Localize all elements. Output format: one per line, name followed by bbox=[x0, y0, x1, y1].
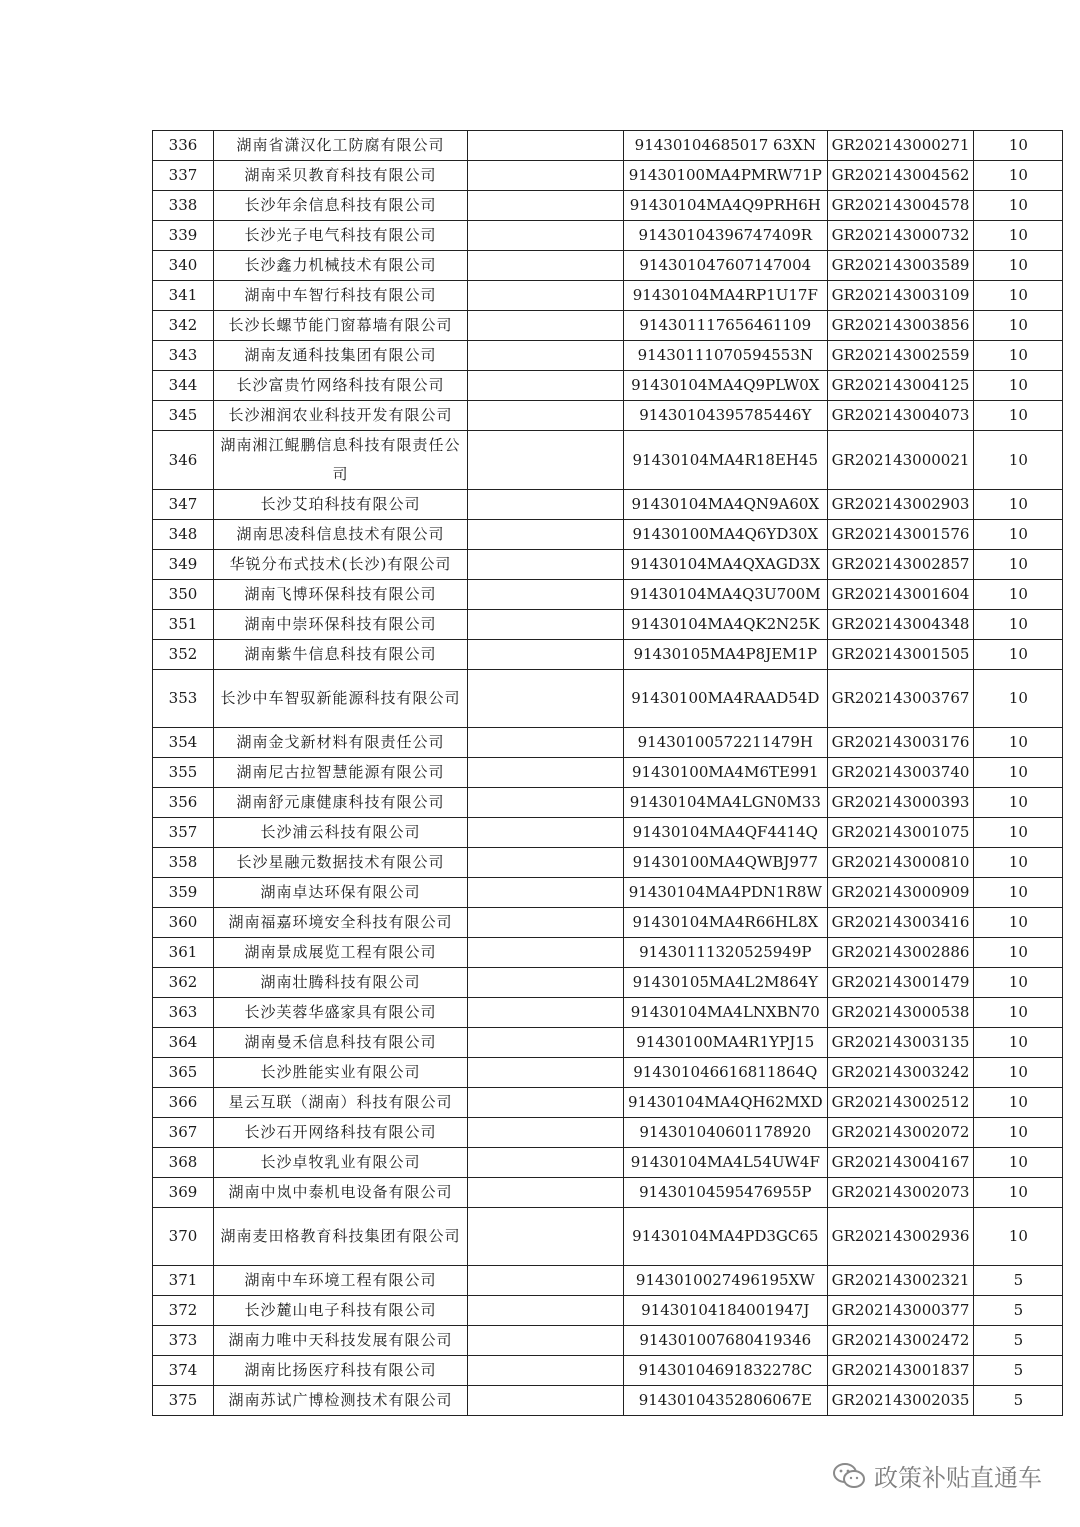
credit-code-cell: 91430104MA4L54UW4F bbox=[624, 1147, 828, 1177]
company-name-cell: 湖南比扬医疗科技有限公司 bbox=[214, 1355, 468, 1385]
company-name-cell: 长沙湘润农业科技开发有限公司 bbox=[214, 401, 468, 431]
row-number-cell: 349 bbox=[153, 550, 214, 580]
credit-code-cell: 91430104MA4Q9PLW0X bbox=[624, 371, 828, 401]
blank-cell bbox=[468, 1265, 624, 1295]
amount-cell: 10 bbox=[974, 787, 1063, 817]
blank-cell bbox=[468, 371, 624, 401]
amount-cell: 5 bbox=[974, 1325, 1063, 1355]
certificate-number-cell: GR202143000393 bbox=[827, 787, 974, 817]
table-row bbox=[153, 727, 1063, 757]
blank-cell bbox=[468, 1385, 624, 1415]
table-row bbox=[153, 580, 1063, 610]
company-name-cell: 长沙星融元数据技术有限公司 bbox=[214, 847, 468, 877]
row-number-cell: 350 bbox=[153, 580, 214, 610]
amount-cell: 10 bbox=[974, 311, 1063, 341]
certificate-number-cell: GR202143003135 bbox=[827, 1027, 974, 1057]
blank-cell bbox=[468, 550, 624, 580]
table-row bbox=[153, 431, 1063, 490]
table-row bbox=[153, 191, 1063, 221]
certificate-number-cell: GR202143002073 bbox=[827, 1177, 974, 1207]
certificate-number-cell: GR202143003176 bbox=[827, 727, 974, 757]
amount-cell: 10 bbox=[974, 757, 1063, 787]
table-row bbox=[153, 937, 1063, 967]
credit-code-cell: 91430104396747409R bbox=[624, 221, 828, 251]
certificate-number-cell: GR202143003589 bbox=[827, 251, 974, 281]
certificate-number-cell: GR202143002857 bbox=[827, 550, 974, 580]
certificate-number-cell: GR202143002886 bbox=[827, 937, 974, 967]
company-name-cell: 长沙长螺节能门窗幕墙有限公司 bbox=[214, 311, 468, 341]
credit-code-cell: 91430100MA4Q6YD30X bbox=[624, 520, 828, 550]
company-table bbox=[152, 130, 1063, 1416]
company-name-cell: 湖南麦田格教育科技集团有限公司 bbox=[214, 1207, 468, 1265]
certificate-number-cell: GR202143004348 bbox=[827, 610, 974, 640]
amount-cell: 10 bbox=[974, 1207, 1063, 1265]
blank-cell bbox=[468, 1325, 624, 1355]
certificate-number-cell: GR202143002512 bbox=[827, 1087, 974, 1117]
table-row bbox=[153, 1027, 1063, 1057]
table-row bbox=[153, 670, 1063, 728]
credit-code-cell: 91430100MA4R1YPJ15 bbox=[624, 1027, 828, 1057]
table-row bbox=[153, 907, 1063, 937]
amount-cell: 10 bbox=[974, 221, 1063, 251]
row-number-cell: 375 bbox=[153, 1385, 214, 1415]
table-row bbox=[153, 311, 1063, 341]
row-number-cell: 355 bbox=[153, 757, 214, 787]
table-row bbox=[153, 1325, 1063, 1355]
row-number-cell: 339 bbox=[153, 221, 214, 251]
company-name-cell: 湖南中岚中泰机电设备有限公司 bbox=[214, 1177, 468, 1207]
table-row bbox=[153, 610, 1063, 640]
certificate-number-cell: GR202143004167 bbox=[827, 1147, 974, 1177]
amount-cell: 10 bbox=[974, 907, 1063, 937]
table-row bbox=[153, 520, 1063, 550]
amount-cell: 5 bbox=[974, 1385, 1063, 1415]
company-name-cell: 长沙富贵竹网络科技有限公司 bbox=[214, 371, 468, 401]
table-row bbox=[153, 251, 1063, 281]
credit-code-cell: 91430111320525949P bbox=[624, 937, 828, 967]
row-number-cell: 344 bbox=[153, 371, 214, 401]
certificate-number-cell: GR202143003767 bbox=[827, 670, 974, 728]
table-row bbox=[153, 757, 1063, 787]
blank-cell bbox=[468, 580, 624, 610]
table-row bbox=[153, 1087, 1063, 1117]
company-name-cell: 长沙麓山电子科技有限公司 bbox=[214, 1295, 468, 1325]
amount-cell: 10 bbox=[974, 161, 1063, 191]
company-name-cell: 湖南中车智行科技有限公司 bbox=[214, 281, 468, 311]
watermark-text: 政策补贴直通车 bbox=[874, 1464, 1042, 1492]
wechat-icon bbox=[832, 1462, 866, 1490]
table-row bbox=[153, 371, 1063, 401]
table-row bbox=[153, 847, 1063, 877]
table-row bbox=[153, 997, 1063, 1027]
credit-code-cell: 91430104184001947J bbox=[624, 1295, 828, 1325]
credit-code-cell: 91430111070594553N bbox=[624, 341, 828, 371]
row-number-cell: 364 bbox=[153, 1027, 214, 1057]
blank-cell bbox=[468, 787, 624, 817]
company-name-cell: 长沙艾珀科技有限公司 bbox=[214, 490, 468, 520]
certificate-number-cell: GR202143001479 bbox=[827, 967, 974, 997]
company-name-cell: 长沙鑫力机械技术有限公司 bbox=[214, 251, 468, 281]
row-number-cell: 336 bbox=[153, 131, 214, 161]
table-row bbox=[153, 1207, 1063, 1265]
row-number-cell: 353 bbox=[153, 670, 214, 728]
credit-code-cell: 914301007680419346 bbox=[624, 1325, 828, 1355]
amount-cell: 10 bbox=[974, 550, 1063, 580]
blank-cell bbox=[468, 311, 624, 341]
table-row bbox=[153, 401, 1063, 431]
certificate-number-cell: GR202143004562 bbox=[827, 161, 974, 191]
amount-cell: 10 bbox=[974, 1087, 1063, 1117]
row-number-cell: 358 bbox=[153, 847, 214, 877]
blank-cell bbox=[468, 727, 624, 757]
amount-cell: 10 bbox=[974, 371, 1063, 401]
credit-code-cell: 91430104MA4LGN0M33 bbox=[624, 787, 828, 817]
credit-code-cell: 91430100572211479H bbox=[624, 727, 828, 757]
credit-code-cell: 91430104MA4R66HL8X bbox=[624, 907, 828, 937]
amount-cell: 10 bbox=[974, 131, 1063, 161]
amount-cell: 10 bbox=[974, 640, 1063, 670]
amount-cell: 10 bbox=[974, 847, 1063, 877]
certificate-number-cell: GR202143000021 bbox=[827, 431, 974, 490]
company-name-cell: 湖南紫牛信息科技有限公司 bbox=[214, 640, 468, 670]
row-number-cell: 359 bbox=[153, 877, 214, 907]
credit-code-cell: 91430104691832278C bbox=[624, 1355, 828, 1385]
blank-cell bbox=[468, 1057, 624, 1087]
amount-cell: 10 bbox=[974, 967, 1063, 997]
blank-cell bbox=[468, 907, 624, 937]
table-row bbox=[153, 550, 1063, 580]
company-name-cell: 湖南舒元康健康科技有限公司 bbox=[214, 787, 468, 817]
blank-cell bbox=[468, 1147, 624, 1177]
credit-code-cell: 914301040601178920 bbox=[624, 1117, 828, 1147]
table-row bbox=[153, 1295, 1063, 1325]
row-number-cell: 360 bbox=[153, 907, 214, 937]
row-number-cell: 340 bbox=[153, 251, 214, 281]
credit-code-cell: 91430104MA4Q9PRH6H bbox=[624, 191, 828, 221]
row-number-cell: 354 bbox=[153, 727, 214, 757]
table-body bbox=[153, 131, 1063, 1416]
credit-code-cell: 91430104395785446Y bbox=[624, 401, 828, 431]
credit-code-cell: 914301117656461109 bbox=[624, 311, 828, 341]
amount-cell: 5 bbox=[974, 1355, 1063, 1385]
amount-cell: 10 bbox=[974, 727, 1063, 757]
certificate-number-cell: GR202143000732 bbox=[827, 221, 974, 251]
row-number-cell: 374 bbox=[153, 1355, 214, 1385]
credit-code-cell: 91430104MA4RP1U17F bbox=[624, 281, 828, 311]
credit-code-cell: 91430104MA4QN9A60X bbox=[624, 490, 828, 520]
blank-cell bbox=[468, 817, 624, 847]
blank-cell bbox=[468, 877, 624, 907]
certificate-number-cell: GR202143003109 bbox=[827, 281, 974, 311]
row-number-cell: 366 bbox=[153, 1087, 214, 1117]
blank-cell bbox=[468, 610, 624, 640]
certificate-number-cell: GR202143004073 bbox=[827, 401, 974, 431]
company-name-cell: 长沙年余信息科技有限公司 bbox=[214, 191, 468, 221]
company-name-cell: 长沙卓牧乳业有限公司 bbox=[214, 1147, 468, 1177]
amount-cell: 10 bbox=[974, 520, 1063, 550]
amount-cell: 10 bbox=[974, 997, 1063, 1027]
blank-cell bbox=[468, 191, 624, 221]
blank-cell bbox=[468, 937, 624, 967]
credit-code-cell: 91430104MA4QH62MXD bbox=[624, 1087, 828, 1117]
certificate-number-cell: GR202143004125 bbox=[827, 371, 974, 401]
row-number-cell: 341 bbox=[153, 281, 214, 311]
blank-cell bbox=[468, 161, 624, 191]
blank-cell bbox=[468, 847, 624, 877]
amount-cell: 10 bbox=[974, 431, 1063, 490]
amount-cell: 10 bbox=[974, 1177, 1063, 1207]
table-row bbox=[153, 967, 1063, 997]
company-name-cell: 湖南力唯中天科技发展有限公司 bbox=[214, 1325, 468, 1355]
company-name-cell: 湖南友通科技集团有限公司 bbox=[214, 341, 468, 371]
certificate-number-cell: GR202143002472 bbox=[827, 1325, 974, 1355]
table-row bbox=[153, 341, 1063, 371]
company-name-cell: 长沙胜能实业有限公司 bbox=[214, 1057, 468, 1087]
row-number-cell: 338 bbox=[153, 191, 214, 221]
certificate-number-cell: GR202143001505 bbox=[827, 640, 974, 670]
certificate-number-cell: GR202143003740 bbox=[827, 757, 974, 787]
amount-cell: 10 bbox=[974, 670, 1063, 728]
amount-cell: 10 bbox=[974, 1147, 1063, 1177]
credit-code-cell: 91430100MA4PMRW71P bbox=[624, 161, 828, 191]
certificate-number-cell: GR202143004578 bbox=[827, 191, 974, 221]
certificate-number-cell: GR202143002936 bbox=[827, 1207, 974, 1265]
amount-cell: 10 bbox=[974, 1117, 1063, 1147]
blank-cell bbox=[468, 670, 624, 728]
row-number-cell: 342 bbox=[153, 311, 214, 341]
row-number-cell: 373 bbox=[153, 1325, 214, 1355]
certificate-number-cell: GR202143001576 bbox=[827, 520, 974, 550]
credit-code-cell: 91430105MA4L2M864Y bbox=[624, 967, 828, 997]
table-row bbox=[153, 1057, 1063, 1087]
blank-cell bbox=[468, 1177, 624, 1207]
amount-cell: 10 bbox=[974, 610, 1063, 640]
row-number-cell: 351 bbox=[153, 610, 214, 640]
company-name-cell: 湖南中车环境工程有限公司 bbox=[214, 1265, 468, 1295]
certificate-number-cell: GR202143000377 bbox=[827, 1295, 974, 1325]
blank-cell bbox=[468, 490, 624, 520]
row-number-cell: 347 bbox=[153, 490, 214, 520]
table-row bbox=[153, 1355, 1063, 1385]
table-row bbox=[153, 877, 1063, 907]
company-name-cell: 湖南思凌科信息技术有限公司 bbox=[214, 520, 468, 550]
blank-cell bbox=[468, 401, 624, 431]
amount-cell: 10 bbox=[974, 937, 1063, 967]
certificate-number-cell: GR202143003856 bbox=[827, 311, 974, 341]
row-number-cell: 371 bbox=[153, 1265, 214, 1295]
certificate-number-cell: GR202143002321 bbox=[827, 1265, 974, 1295]
company-name-cell: 湖南景成展览工程有限公司 bbox=[214, 937, 468, 967]
company-name-cell: 星云互联（湖南）科技有限公司 bbox=[214, 1087, 468, 1117]
row-number-cell: 372 bbox=[153, 1295, 214, 1325]
certificate-number-cell: GR202143000909 bbox=[827, 877, 974, 907]
credit-code-cell: 91430104352806067E bbox=[624, 1385, 828, 1415]
blank-cell bbox=[468, 520, 624, 550]
table-row bbox=[153, 281, 1063, 311]
company-name-cell: 长沙浦云科技有限公司 bbox=[214, 817, 468, 847]
blank-cell bbox=[468, 1207, 624, 1265]
amount-cell: 10 bbox=[974, 281, 1063, 311]
table-row bbox=[153, 1385, 1063, 1415]
credit-code-cell: 9143010027496195XW bbox=[624, 1265, 828, 1295]
blank-cell bbox=[468, 1027, 624, 1057]
row-number-cell: 370 bbox=[153, 1207, 214, 1265]
row-number-cell: 352 bbox=[153, 640, 214, 670]
credit-code-cell: 91430104MA4QXAGD3X bbox=[624, 550, 828, 580]
blank-cell bbox=[468, 1117, 624, 1147]
amount-cell: 10 bbox=[974, 1027, 1063, 1057]
row-number-cell: 343 bbox=[153, 341, 214, 371]
certificate-number-cell: GR202143001075 bbox=[827, 817, 974, 847]
amount-cell: 10 bbox=[974, 401, 1063, 431]
credit-code-cell: 914301047607147004 bbox=[624, 251, 828, 281]
certificate-number-cell: GR202143002072 bbox=[827, 1117, 974, 1147]
company-name-cell: 湖南中崇环保科技有限公司 bbox=[214, 610, 468, 640]
blank-cell bbox=[468, 997, 624, 1027]
certificate-number-cell: GR202143003416 bbox=[827, 907, 974, 937]
certificate-number-cell: GR202143000538 bbox=[827, 997, 974, 1027]
table-row bbox=[153, 161, 1063, 191]
blank-cell bbox=[468, 341, 624, 371]
company-name-cell: 湖南飞博环保科技有限公司 bbox=[214, 580, 468, 610]
company-name-cell: 湖南曼禾信息科技有限公司 bbox=[214, 1027, 468, 1057]
company-name-cell: 湖南采贝教育科技有限公司 bbox=[214, 161, 468, 191]
amount-cell: 10 bbox=[974, 490, 1063, 520]
credit-code-cell: 914301046616811864Q bbox=[624, 1057, 828, 1087]
row-number-cell: 362 bbox=[153, 967, 214, 997]
amount-cell: 10 bbox=[974, 580, 1063, 610]
blank-cell bbox=[468, 281, 624, 311]
blank-cell bbox=[468, 1087, 624, 1117]
credit-code-cell: 91430104MA4QK2N25K bbox=[624, 610, 828, 640]
certificate-number-cell: GR202143000271 bbox=[827, 131, 974, 161]
company-name-cell: 湖南福嘉环境安全科技有限公司 bbox=[214, 907, 468, 937]
table-row bbox=[153, 1117, 1063, 1147]
row-number-cell: 367 bbox=[153, 1117, 214, 1147]
amount-cell: 10 bbox=[974, 341, 1063, 371]
table-row bbox=[153, 640, 1063, 670]
table-row bbox=[153, 1147, 1063, 1177]
certificate-number-cell: GR202143002559 bbox=[827, 341, 974, 371]
company-name-cell: 长沙石开网络科技有限公司 bbox=[214, 1117, 468, 1147]
company-name-cell: 湖南壮腾科技有限公司 bbox=[214, 967, 468, 997]
row-number-cell: 357 bbox=[153, 817, 214, 847]
row-number-cell: 369 bbox=[153, 1177, 214, 1207]
credit-code-cell: 91430100MA4M6TE991 bbox=[624, 757, 828, 787]
row-number-cell: 356 bbox=[153, 787, 214, 817]
credit-code-cell: 91430104MA4PD3GC65 bbox=[624, 1207, 828, 1265]
company-name-cell: 华锐分布式技术(长沙)有限公司 bbox=[214, 550, 468, 580]
blank-cell bbox=[468, 221, 624, 251]
blank-cell bbox=[468, 131, 624, 161]
credit-code-cell: 91430104595476955P bbox=[624, 1177, 828, 1207]
amount-cell: 5 bbox=[974, 1295, 1063, 1325]
certificate-number-cell: GR202143002035 bbox=[827, 1385, 974, 1415]
company-name-cell: 长沙中车智驭新能源科技有限公司 bbox=[214, 670, 468, 728]
certificate-number-cell: GR202143001604 bbox=[827, 580, 974, 610]
credit-code-cell: 91430104MA4PDN1R8W bbox=[624, 877, 828, 907]
company-name-cell: 长沙光子电气科技有限公司 bbox=[214, 221, 468, 251]
row-number-cell: 363 bbox=[153, 997, 214, 1027]
amount-cell: 10 bbox=[974, 1057, 1063, 1087]
row-number-cell: 337 bbox=[153, 161, 214, 191]
company-name-cell: 湖南金戈新材料有限责任公司 bbox=[214, 727, 468, 757]
table-row bbox=[153, 221, 1063, 251]
table-row bbox=[153, 490, 1063, 520]
blank-cell bbox=[468, 757, 624, 787]
table-row bbox=[153, 817, 1063, 847]
credit-code-cell: 91430100MA4RAAD54D bbox=[624, 670, 828, 728]
credit-code-cell: 91430105MA4P8JEM1P bbox=[624, 640, 828, 670]
table-row bbox=[153, 787, 1063, 817]
table-row bbox=[153, 1177, 1063, 1207]
row-number-cell: 361 bbox=[153, 937, 214, 967]
certificate-number-cell: GR202143001837 bbox=[827, 1355, 974, 1385]
blank-cell bbox=[468, 967, 624, 997]
row-number-cell: 345 bbox=[153, 401, 214, 431]
credit-code-cell: 91430104MA4Q3U700M bbox=[624, 580, 828, 610]
row-number-cell: 365 bbox=[153, 1057, 214, 1087]
blank-cell bbox=[468, 431, 624, 490]
credit-code-cell: 91430104MA4QF4414Q bbox=[624, 817, 828, 847]
row-number-cell: 346 bbox=[153, 431, 214, 490]
blank-cell bbox=[468, 1355, 624, 1385]
row-number-cell: 348 bbox=[153, 520, 214, 550]
amount-cell: 10 bbox=[974, 817, 1063, 847]
row-number-cell: 368 bbox=[153, 1147, 214, 1177]
credit-code-cell: 91430100MA4QWBJ977 bbox=[624, 847, 828, 877]
table-row bbox=[153, 1265, 1063, 1295]
blank-cell bbox=[468, 251, 624, 281]
company-name-cell: 湖南湘江鲲鹏信息科技有限责任公司 bbox=[214, 431, 468, 490]
company-name-cell: 湖南省潇汉化工防腐有限公司 bbox=[214, 131, 468, 161]
company-name-cell: 湖南卓达环保有限公司 bbox=[214, 877, 468, 907]
certificate-number-cell: GR202143000810 bbox=[827, 847, 974, 877]
watermark bbox=[832, 1458, 1042, 1493]
company-name-cell: 湖南苏试广博检测技术有限公司 bbox=[214, 1385, 468, 1415]
table-row bbox=[153, 131, 1063, 161]
amount-cell: 10 bbox=[974, 251, 1063, 281]
credit-code-cell: 91430104MA4R18EH45 bbox=[624, 431, 828, 490]
blank-cell bbox=[468, 1295, 624, 1325]
amount-cell: 10 bbox=[974, 191, 1063, 221]
amount-cell: 5 bbox=[974, 1265, 1063, 1295]
blank-cell bbox=[468, 640, 624, 670]
credit-code-cell: 91430104MA4LNXBN70 bbox=[624, 997, 828, 1027]
amount-cell: 10 bbox=[974, 877, 1063, 907]
company-name-cell: 长沙芙蓉华盛家具有限公司 bbox=[214, 997, 468, 1027]
credit-code-cell: 91430104685017 63XN bbox=[624, 131, 828, 161]
certificate-number-cell: GR202143003242 bbox=[827, 1057, 974, 1087]
company-name-cell: 湖南尼古拉智慧能源有限公司 bbox=[214, 757, 468, 787]
certificate-number-cell: GR202143002903 bbox=[827, 490, 974, 520]
